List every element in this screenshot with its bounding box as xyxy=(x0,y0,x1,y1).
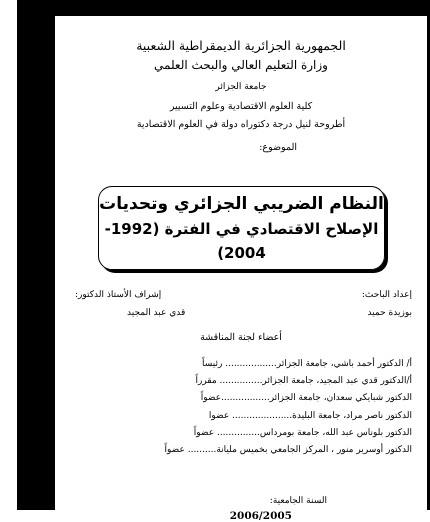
document-page xyxy=(17,0,430,522)
document-content xyxy=(55,16,427,522)
university-name: جامعة الجزائر xyxy=(215,82,267,92)
subject-label: الموضوع: xyxy=(259,142,297,153)
thesis-type: أطروحة لنيل درجة دكتوراه دولة في العلوم الاقتصادية xyxy=(136,119,346,130)
ministry-name: وزارة التعليم العالي والبحث العلمي xyxy=(154,58,328,72)
page-border-left xyxy=(17,0,55,510)
academic-year-label: السنة الجامعية: xyxy=(269,496,327,506)
committee-member: الدكتور بلوناس عبد الله، جامعة بومرداس............... عضواً xyxy=(193,427,412,438)
committee-members-list xyxy=(100,356,412,459)
page-border-top xyxy=(17,0,430,16)
preparation-label: إعداد الباحث: xyxy=(361,290,412,300)
committee-member: الدكتور أوسرير منور ، المركز الجامعي بخميس مليانة.......... عضواً xyxy=(164,444,412,455)
academic-year-value: 2006/2005 xyxy=(229,510,292,522)
committee-title: أعضاء لجنة المناقشة xyxy=(200,332,282,343)
republic-name: الجمهورية الجزائرية الديمقراطية الشعبية xyxy=(136,38,346,53)
committee-member: أ/ الدكتور أحمد باشي، جامعة الجزائر.................. رئيساً xyxy=(202,359,412,369)
committee-member: أ/الدكتور قدي عبد المجيد، جامعة الجزائر............... مقرراً xyxy=(195,376,412,387)
supervisor-label: إشراف الأستاذ الدكتور: xyxy=(75,290,162,300)
committee-member: الدكتور شبايكي سعدان، جامعة الجزائر.................عضواً xyxy=(200,393,412,404)
thesis-title-box xyxy=(98,186,385,270)
thesis-title-line2: الإصلاح الاقتصادي في الفترة (1992-2004) xyxy=(104,220,379,262)
researcher-name: بوزيدة حميد xyxy=(367,308,412,318)
supervisor-name: قدي عبد المجيد xyxy=(127,308,186,318)
committee-member: الدكتور ناصر مراد، جامعة البليدة..................... عضوا xyxy=(208,410,412,421)
thesis-title-line1: النظام الضريبي الجزائري وتحديات xyxy=(99,194,384,214)
faculty-name: كلية العلوم الاقتصادية وعلوم التسيير xyxy=(169,101,313,112)
